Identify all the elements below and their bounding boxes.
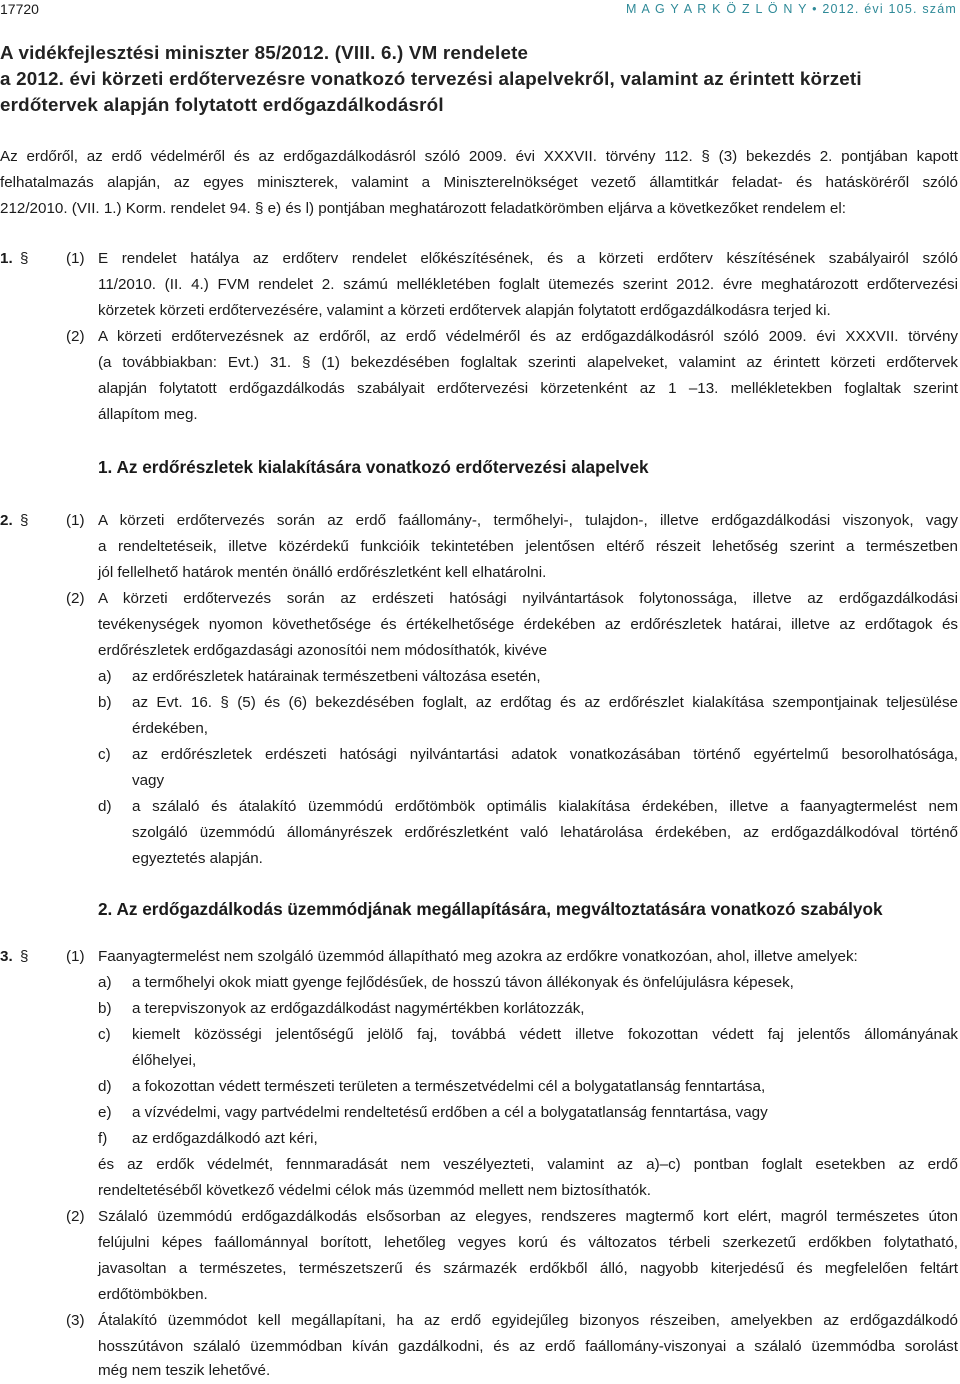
section-sign: § (20, 250, 29, 267)
paragraph-line: hosszútávon szálaló üzemmódban kíván gazdálkodni, és az erdő faállomány-viszonyai a szálaló üzemmódba sorolást (98, 1338, 958, 1355)
preamble-line: felhatalmazás alapján, az egyes miniszterek, valamint a Miniszterelnökséget vezető államtitkár feladat- és hatásköréről szóló (0, 174, 958, 191)
section-number: 1. (0, 250, 13, 267)
item-label: b) (98, 694, 112, 711)
item-label: e) (98, 1104, 112, 1121)
paragraph-number: (1) (66, 512, 85, 529)
chapter-heading: 2. Az erdőgazdálkodás üzemmódjának megállapítására, megváltoztatására vonatkozó szabályok (98, 899, 883, 919)
title-line: a 2012. évi körzeti erdőtervezésre vonatkozó tervezési alapelvekről, valamint az érintett körzeti (0, 68, 862, 89)
item-line: a termőhelyi okok miatt gyenge fejlődésűek, de hosszú távon állékonyak és önfelújulásra képesek, (132, 974, 794, 991)
paragraph-line: A körzeti erdőtervezés során az erdészeti hatósági nyilvántartások folytonossága, illetve az erdőgazdálkodási (98, 590, 958, 607)
item-line: egyeztetés alapján. (132, 850, 263, 867)
paragraph-number: (3) (66, 1312, 85, 1329)
paragraph-line: tevékenységek nyomon követhetősége és értékelhetősége érdekében az erdőrészletek határai, illetve az erdőtagok és (98, 616, 958, 633)
preamble-line: 212/2010. (VII. 1.) Korm. rendelet 94. § e) és l) pontjában meghatározott feladatkörömben eljárva a következőket rendelem el: (0, 200, 846, 217)
paragraph-line: erdőtömbökben. (98, 1286, 208, 1303)
item-line: az Evt. 16. § (5) és (6) bekezdésében foglalt, az erdőtag és az erdőrészlet kialakítása szempontjainak teljesülése (132, 694, 958, 711)
paragraph-line: erdőrészletek erdőgazdasági azonosítói nem módosíthatók, kivéve (98, 642, 548, 659)
item-line: a terepviszonyok az erdőgazdálkodást nagymértékben korlátozzák, (132, 1000, 585, 1017)
item-label: a) (98, 974, 112, 991)
paragraph-line: körzetek körzeti erdőtervezésére, valamint a körzeti erdőtervek alapján folytatott erdőgazdálkodásra terjed ki. (98, 302, 831, 319)
item-label: c) (98, 746, 111, 763)
paragraph-number: (1) (66, 948, 85, 965)
paragraph-line: még nem teszik lehetővé. (98, 1362, 271, 1379)
paragraph-line: rendeltetéséből következő védelmi célok más üzemmód mellett nem biztosíthatók. (98, 1182, 651, 1199)
item-label: d) (98, 798, 112, 815)
section-sign: § (20, 948, 29, 965)
paragraph-line: alapján folytatott erdőgazdálkodás szabályait erdőtervezési körzetenként az 1 –13. mellékletekben foglaltak szerint (98, 380, 958, 397)
section-number: 3. (0, 948, 13, 965)
section-number: 2. (0, 512, 13, 529)
paragraph-line: E rendelet hatálya az erdőterv rendelet előkészítésének, és a körzeti erdőterv készítésének szabályairól szóló (98, 250, 958, 267)
running-head: M A G Y A R K Ö Z L Ö N Y • 2012. évi 105. szám (625, 2, 957, 16)
item-line: a szálaló és átalakító üzemmódú erdőtömbök optimális kialakítása érdekében, illetve a faanyagtermelést nem (132, 798, 958, 815)
paragraph-line: Átalakító üzemmódot kell megállapítani, ha az erdő egyidejűleg bizonyos részeiben, amelyekben az erdőgazdálkodó (98, 1312, 958, 1329)
paragraph-line: állapítom meg. (98, 406, 198, 423)
paragraph-number: (2) (66, 590, 85, 607)
item-line: a fokozottan védett természeti területen a természetvédelmi cél a bolygatatlanság fenntartása, (132, 1078, 766, 1095)
item-label: d) (98, 1078, 112, 1095)
paragraph-line: felújulni képes faállománnyal borított, lehetőleg vegyes korú és változatos térbeli szerkezetű erdőkben folytatható, (98, 1234, 958, 1251)
paragraph-line: és az erdők védelmét, fennmaradását nem veszélyezteti, valamint az a)–c) pontban foglalt esetekben az erdő (98, 1156, 958, 1173)
item-line: élőhelyei, (132, 1052, 197, 1069)
item-line: az erdőrészletek erdészeti hatósági nyilvántartási adatok vonatkozásában történő egyértelmű besorolhatósága, (132, 746, 958, 763)
paragraph-line: (a továbbiakban: Evt.) 31. § (1) bekezdésében foglaltak szerinti alapelveket, valamint az érintett körzeti erdőtervek (98, 354, 958, 371)
paragraph-number: (2) (66, 1208, 85, 1225)
paragraph-line: javasoltan a természetes, természetszerű és származék erdőkből álló, nagyobb kiterjedésű és megfelelően feltárt (98, 1260, 958, 1277)
item-label: f) (98, 1130, 108, 1147)
item-label: a) (98, 668, 112, 685)
item-line: érdekében, (132, 720, 208, 737)
paragraph-line: 11/2010. (II. 4.) FVM rendelet 2. számú mellékletében foglalt ütemezés szerint 2012. évre meghatározott erdőtervezési (98, 276, 958, 293)
item-label: c) (98, 1026, 111, 1043)
title-line: erdőtervek alapján folytatott erdőgazdálkodásról (0, 94, 444, 115)
item-line: szolgáló üzemmódú állományrészek erdőrészletként való lehatárolása érdekében, az erdőgazdálkodóval történő (132, 824, 958, 841)
item-label: b) (98, 1000, 112, 1017)
paragraph-line: jól fellelhető határok mentén önálló erdőrészletként kell elhatárolni. (98, 564, 547, 581)
item-line: az erdőgazdálkodó azt kéri, (132, 1130, 318, 1147)
item-line: a vízvédelmi, vagy partvédelmi rendeltetésű erdőben a cél a bolygatatlanság fenntartása, vagy (132, 1104, 768, 1121)
document-title (0, 40, 958, 118)
paragraph-line: Faanyagtermelést nem szolgáló üzemmód állapítható meg azokra az erdőkre vonatkozóan, ahol, illetve amelyek: (98, 948, 858, 965)
page-header (0, 0, 960, 18)
paragraph-number: (1) (66, 250, 85, 267)
title-line: A vidékfejlesztési miniszter 85/2012. (VIII. 6.) VM rendelete (0, 42, 529, 63)
item-line: az erdőrészletek határainak természetbeni változása esetén, (132, 668, 541, 685)
paragraph-line: a rendeltetéseik, illetve közérdekű funkcióik tekintetében jelentősen eltérő részeit lehetőség szerint a természetben (98, 538, 958, 555)
item-line: kiemelt közösségi jelentőségű jelölő faj, továbbá védett illetve fokozottan védett faj jelentős állományának (132, 1026, 958, 1043)
paragraph-line: A körzeti erdőtervezésnek az erdőről, az erdő védelméről és az erdőgazdálkodásról szóló 2009. évi XXXVII. törvény (98, 328, 958, 345)
paragraph-line: A körzeti erdőtervezés során az erdő faállomány-, termőhelyi-, tulajdon-, illetve erdőgazdálkodási viszonyok, vagy (98, 512, 958, 529)
section-sign: § (20, 512, 29, 529)
paragraph-number: (2) (66, 328, 85, 345)
preamble-line: Az erdőről, az erdő védelméről és az erdőgazdálkodásról szóló 2009. évi XXXVII. törvény 112. § (3) bekezdés 2. pontjában kapott (0, 148, 958, 165)
item-line: vagy (132, 772, 165, 789)
chapter-heading: 1. Az erdőrészletek kialakítására vonatkozó erdőtervezési alapelvek (98, 457, 649, 477)
paragraph-line: Szálaló üzemmódú erdőgazdálkodás elsősorban az elegyes, rendszeres magtermő kort elért, magról természetes úton (98, 1208, 958, 1225)
page-number: 17720 (0, 1, 39, 17)
